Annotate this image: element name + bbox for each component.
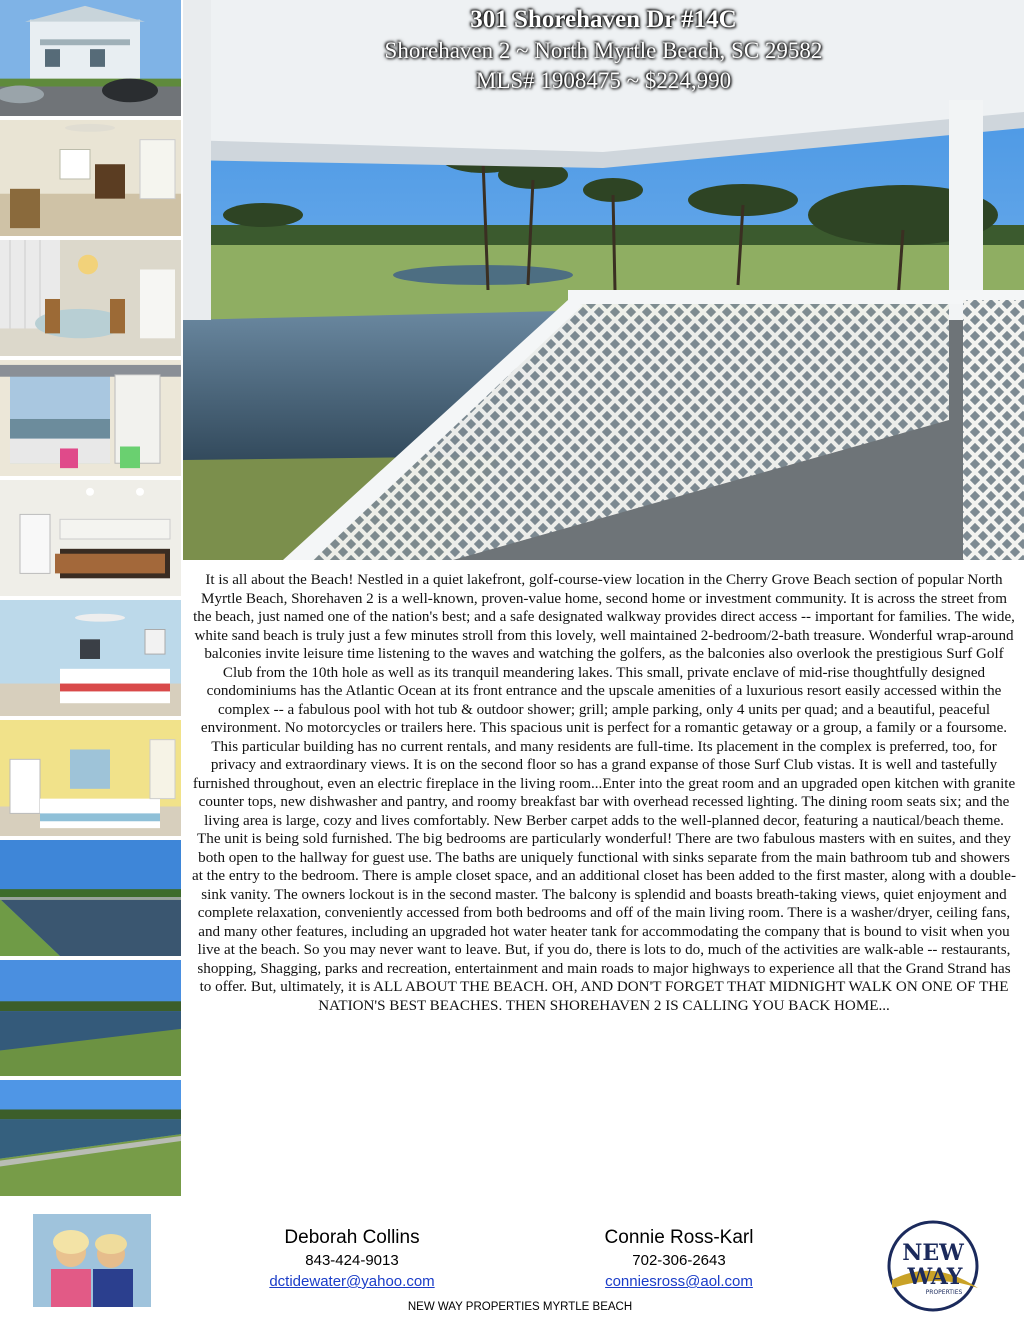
agents-photo — [33, 1214, 151, 1307]
agent-name: Deborah Collins — [284, 1227, 420, 1248]
thumbnail-lake-view-2-photo[interactable] — [0, 960, 181, 1078]
property-location: Shorehaven 2 ~ North Myrtle Beach, SC 29582 — [384, 38, 823, 63]
agent-card-2 — [549, 1226, 809, 1292]
thumbnail-master-bedroom-photo[interactable] — [0, 600, 181, 718]
thumbnail-living-room-photo[interactable] — [0, 120, 181, 238]
agent-phone[interactable]: 702-306-2643 — [632, 1252, 726, 1269]
mls-and-price: MLS# 1908475 ~ $224,990 — [475, 68, 732, 93]
property-address: 301 Shorehaven Dr #14C — [470, 6, 737, 33]
logo-text-new: NEW — [902, 1240, 964, 1266]
photo-thumbnail-strip — [0, 0, 183, 1194]
agent-phone[interactable]: 843-424-9013 — [305, 1252, 399, 1269]
logo-text-properties: PROPERTIES — [925, 1289, 963, 1296]
thumbnail-lake-view-photo[interactable] — [0, 840, 181, 958]
company-name: NEW WAY PROPERTIES MYRTLE BEACH — [407, 1301, 633, 1313]
agent-card-1 — [222, 1226, 482, 1292]
thumbnail-exterior-photo[interactable] — [0, 0, 181, 118]
agent-email-link[interactable]: conniesross@aol.com — [605, 1273, 753, 1290]
thumbnail-lake-view-3-photo[interactable] — [0, 1080, 181, 1198]
agent-name: Connie Ross-Karl — [604, 1227, 754, 1248]
agent-email-link[interactable]: dctidewater@yahoo.com — [269, 1273, 435, 1290]
listing-header — [183, 4, 1024, 96]
new-way-properties-logo — [878, 1218, 988, 1314]
thumbnail-kitchen-photo[interactable] — [0, 480, 181, 598]
property-description: It is all about the Beach! Nestled in a quiet lakefront, golf-course-view location in the Cherry Grove Beach section of popular North Myrtle Beach, Shorehaven 2 is a well-known, proven-value home, second home or investment community. It is across the street from the beach, just named one of the nation's best; and a safe designated walkway provides direct access -- important for families. The wide, white sand beach is truly just a few minutes stroll from this lovely, well maintained 2-bedroom/2-bath treasure. Wonderful wrap-around balconies invite leisure time listening to the waves and watching the golfers, as the balconies also overlook the prestigious Surf Golf Club from the 10th hole as well as its tranquil meandering lakes. This small, private enclave of mid-rise thoughtfully designed condominiums has the Atlantic Ocean at its front entrance and the upscale amenities of a luxurious resort easily accessed within the complex -- a fabulous pool with hot tub & outdoor shower; grill; ample parking, only 4 units per quad; and a beautiful, peaceful environment. No motorcycles or trailers here. This spacious unit is perfect for a romantic getaway or a group, a family or a foursome. This particular building has no current rentals, and many residents are full-time. Its placement in the complex is preferred, too, for privacy and extraordinary views. It is on the second floor so has a grand expanse of those Surf Club vistas. It is well and tastefully furnished throughout, even an electric fireplace in the living room...Enter into the great room and an upgraded open kitchen with granite counter tops, new dishwasher and pantry, and roomy breakfast bar with overhead recessed lighting. The dining room seats six; and the living area is large, cozy and lives comfortably. New Berber carpet adds to the well-planned decor, featuring a nautical/beach theme. The unit is being sold furnished. The big bedrooms are particularly wonderful! There are two fabulous masters with en suites, and they both open to the hallway for guest use. The baths are uniquely functional with sinks separate from the main bathroom tub and showers at the entry to the bedroom. There is ample closet space, and an additional closet has been added to the first master, along with a double-sink vanity. The owners lockout is in the second master. The balcony is splendid and boasts breath-taking views, quiet enjoyment and complete relaxation, conveniently accessed from both bedrooms and off of the main living room. There is a washer/dryer, ceiling fans, and many other features, including an upgraded hot water heater tank for accommodating the company that is bound to visit when you live at the beach. So you may never want to leave. But, if you do, there is lots to do, much of the activities are walk-able -- restaurants, shopping, Shagging, parks and recreation, entertainment and main roads to major highways to experience all that the Grand Strand has to offer. But, ultimately, it is ALL ABOUT THE BEACH. OH, AND DON'T FORGET THAT MIDNIGHT WALK ON ONE OF THE NATION'S BEST BEACHES. THEN SHOREHAVEN 2 IS CALLING YOU BACK HOME... — [192, 572, 1016, 1014]
thumbnail-second-bedroom-photo[interactable] — [0, 720, 181, 838]
thumbnail-dining-room-photo[interactable] — [0, 240, 181, 358]
thumbnail-balcony-doors-photo[interactable] — [0, 360, 181, 478]
logo-text-way: WAY — [907, 1264, 963, 1290]
